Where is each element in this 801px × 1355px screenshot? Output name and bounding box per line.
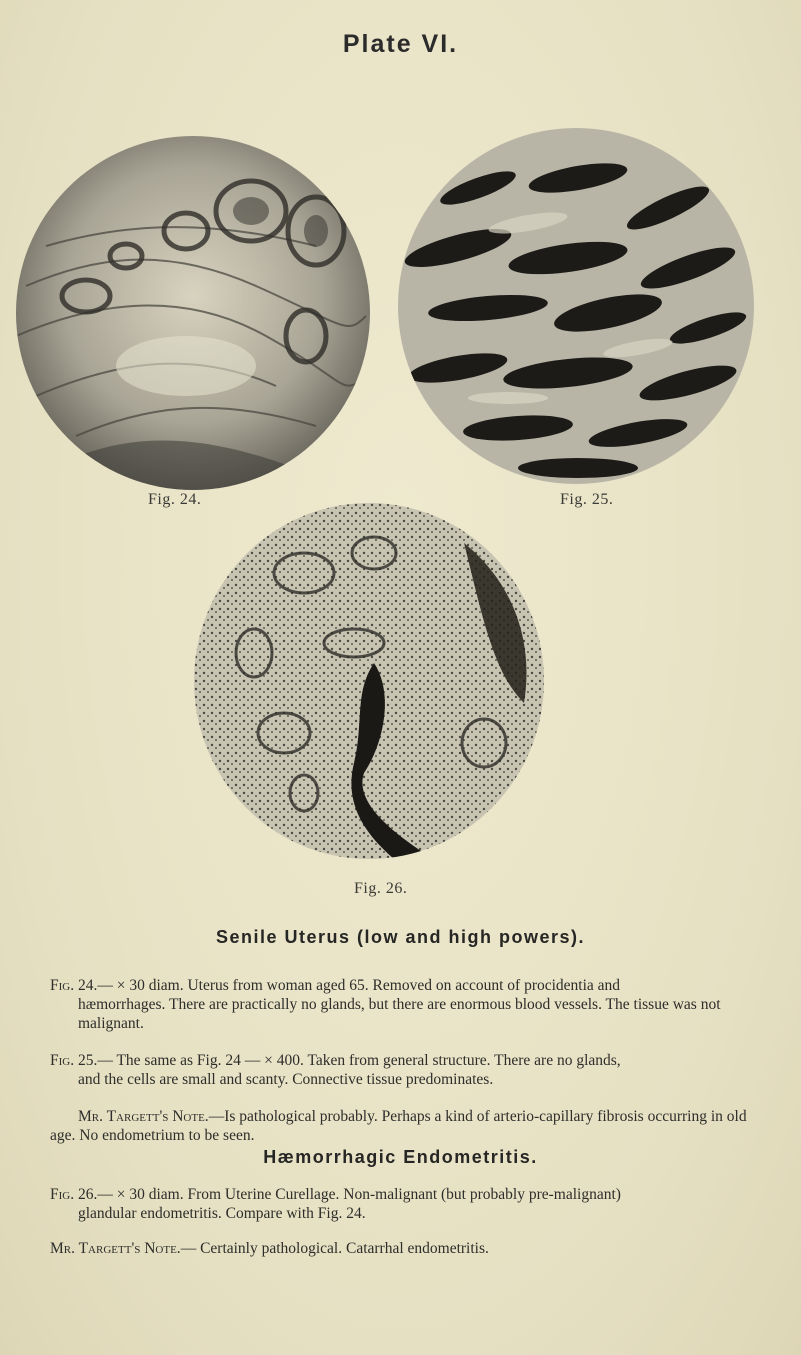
caption-text: — The same as Fig. 24 — × 400. Taken from general structure. There are no glands, [97, 1052, 621, 1069]
figure-label-26: Fig. 26. [354, 880, 408, 897]
micrograph-fig-25 [398, 128, 754, 484]
note-lead: Mr. Targett's Note. [50, 1240, 181, 1257]
caption-lead: Fig. 25. [50, 1052, 98, 1069]
figure-label-25: Fig. 25. [560, 491, 614, 508]
caption-fig-25 [50, 1051, 762, 1089]
caption-lead: Fig. 26. [50, 1186, 98, 1203]
note-lead: Mr. Targett's Note. [78, 1108, 209, 1125]
caption-continuation: hæmorrhages. There are practically no glands, but there are enormous blood vessels. The tissue was not malignant. [78, 996, 721, 1032]
caption-fig-26 [50, 1185, 762, 1223]
micrograph-fig-26 [194, 503, 544, 859]
figure-label-24: Fig. 24. [148, 491, 202, 508]
note-text: — Certainly pathological. Catarrhal endometritis. [180, 1240, 489, 1257]
section-heading-haemorrhagic-endometritis: Hæmorrhagic Endometritis. [263, 1147, 538, 1167]
caption-text: — × 30 diam. Uterus from woman aged 65. Removed on account of procidentia and [97, 977, 621, 994]
plate-title: Plate VI. [342, 30, 459, 58]
section-heading-senile-uterus: Senile Uterus (low and high powers). [215, 927, 586, 947]
caption-continuation: and the cells are small and scanty. Connective tissue predominates. [78, 1071, 494, 1088]
caption-text: — × 30 diam. From Uterine Curellage. Non-malignant (but probably pre-malignant) [97, 1186, 621, 1203]
caption-lead: Fig. 24. [50, 977, 98, 994]
note-text: —Is pathological probably. Perhaps a kind of arterio-capillary fibrosis occurring in old age. No endometrium to be seen. [50, 1108, 747, 1144]
targett-note-1 [50, 1107, 762, 1145]
caption-fig-24 [50, 976, 762, 1033]
micrograph-fig-24 [16, 136, 370, 490]
targett-note-2 [50, 1239, 762, 1258]
caption-continuation: glandular endometritis. Compare with Fig. 24. [78, 1205, 366, 1222]
